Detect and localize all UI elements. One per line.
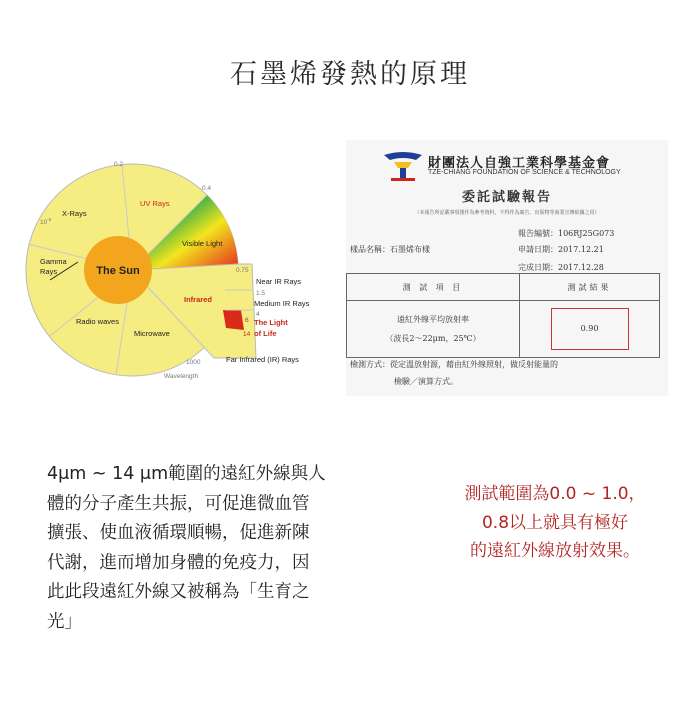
col-test-result: 測試結果 (520, 274, 660, 301)
test-item-line2: （波長2～22μm，25℃） (385, 334, 481, 343)
org-name-en: TZE-CHIANG FOUNDATION OF SCIENCE & TECHNOLOGY (428, 169, 621, 176)
apply-date: 申請日期：2017.12.21 (518, 245, 604, 254)
wavelength-label: Wavelength (164, 373, 199, 380)
page-title: 石墨烯發熱的原理 (230, 59, 470, 90)
test-result-table (346, 273, 660, 358)
visible-light-label: Visible Light (182, 239, 223, 248)
scale-0-4: 0.4 (202, 185, 212, 192)
gamma-rays-label-line1: Gamma (40, 257, 67, 266)
paragraph-line: 此此段遠紅外線又被稱為「生育之 (47, 582, 310, 602)
scale-6: 6 (245, 317, 249, 324)
method-line2: 檢驗／演算方式。 (394, 377, 458, 386)
test-result-cell (520, 301, 660, 358)
medium-ir-label: Medium IR Rays (254, 299, 310, 308)
paragraph-line: 光」 (47, 611, 82, 632)
emissivity-value: 0.90 (551, 308, 629, 350)
test-item-cell (347, 301, 520, 358)
emissivity-highlight-note (420, 480, 690, 566)
light-of-life-label-1: The Light (254, 318, 288, 327)
scale-0-75: 0.75 (236, 267, 249, 274)
highlight-line: 0.8以上就具有極好 (481, 512, 629, 533)
scale-4: 4 (256, 311, 260, 318)
org-name-zh: 財團法人自強工業科學基金會 (428, 156, 611, 171)
foundation-logo-icon (382, 152, 424, 182)
paragraph-line: 代謝，進而增加身體的免疫力，因 (47, 552, 310, 573)
far-ir-label: Far Infrared (IR) Rays (226, 355, 299, 364)
solar-spectrum-diagram (20, 150, 320, 390)
paragraph-line: 體的分子產生共振，可促進微血管 (47, 493, 310, 514)
scale-0-2: 0.2 (114, 161, 124, 168)
x-rays-label: X-Rays (62, 209, 87, 218)
report-disclaimer: （本報告所記載事項僅作為參考資料，不得作為廣告、出版物等商業宣傳依據之用） (414, 210, 600, 216)
highlight-line: 測試範圍為0.0 ~ 1.0， (464, 484, 646, 504)
paragraph-line: 擴張、使血液循環順暢，促進新陳 (47, 523, 310, 543)
test-report-certificate (346, 140, 668, 396)
test-method (346, 356, 668, 390)
scale-14: 14 (243, 331, 251, 338)
scale-1000: 1000 (186, 359, 201, 366)
test-item-line1: 遠紅外線平均放射率 (397, 315, 469, 324)
microwave-label: Microwave (134, 329, 170, 338)
description-paragraph (47, 460, 367, 637)
uv-rays-label: UV Rays (140, 199, 170, 208)
scale-10-5: $10^{-5}$ (40, 217, 52, 226)
near-ir-label: Near IR Rays (256, 277, 302, 286)
method-line1: 檢測方式：從定溫放射源，藉由紅外線照射，做反射能量的 (350, 360, 558, 369)
report-title: 委託試驗報告 (461, 190, 552, 205)
finish-date: 完成日期：2017.12.28 (518, 263, 604, 272)
gamma-rays-label-line2: Rays (40, 267, 58, 276)
sample-name: 樣品名稱：石墨烯布樣 (350, 245, 430, 254)
light-of-life-label-2: of Life (254, 329, 277, 338)
radio-waves-label: Radio waves (76, 317, 119, 326)
sun-label: The Sun (96, 265, 140, 277)
infrared-label: Infrared (184, 295, 212, 304)
paragraph-line: 4μm ~ 14 μm範圍的遠紅外線與人 (47, 464, 326, 484)
report-number: 報告編號：106RJ25G073 (518, 229, 615, 238)
light-of-life-segment (223, 310, 244, 330)
col-test-item: 測 試 項 目 (347, 274, 520, 301)
highlight-line: 的遠紅外線放射效果。 (470, 541, 640, 561)
scale-1-5: 1.5 (256, 290, 266, 297)
